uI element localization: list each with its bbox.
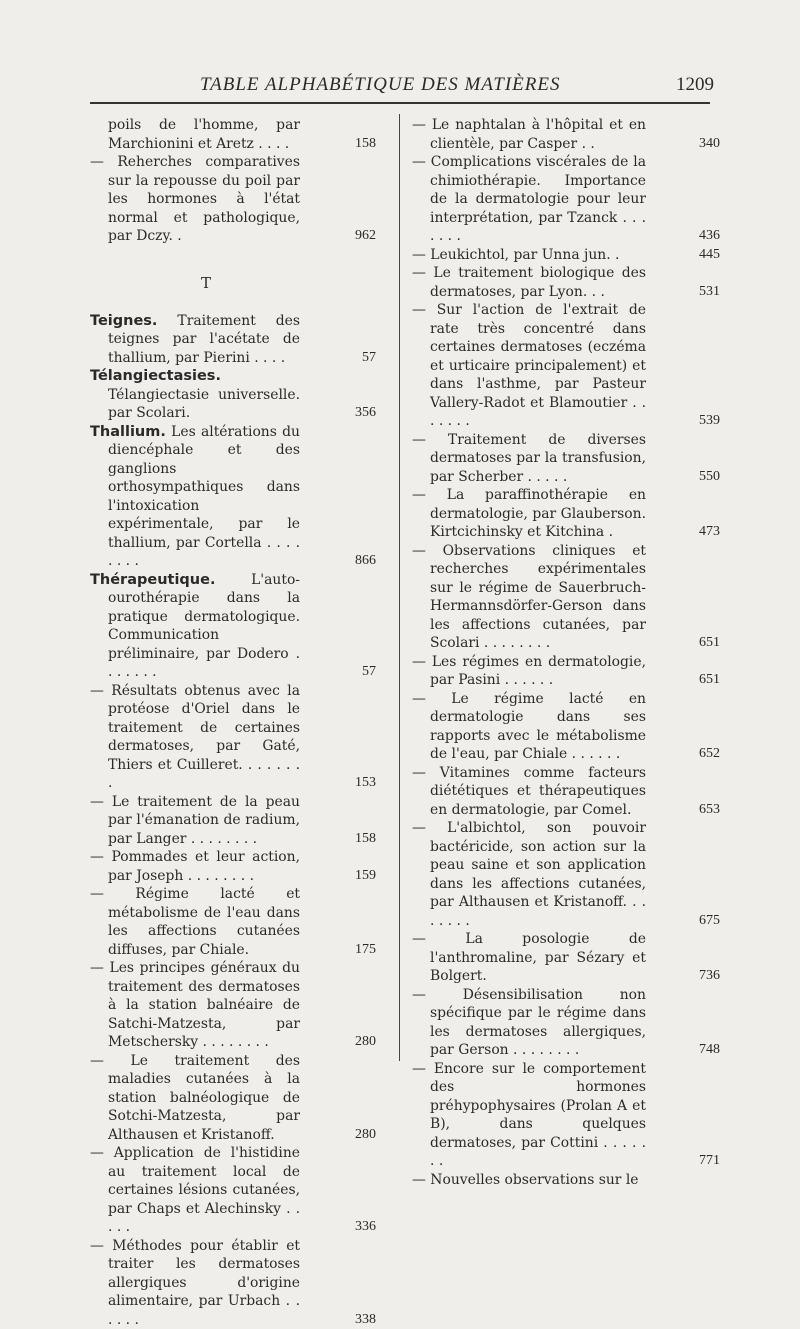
entry-page: 651	[699, 671, 720, 690]
index-entry	[412, 301, 708, 431]
page-number: 1209	[676, 74, 714, 96]
entry-text: — Observations cliniques et recherches expérimentales sur le régime de Sauerbruch-Hermannsdörfer-Gerson dans les affections cutanées, par Scolari . . . . . . . .	[412, 542, 708, 653]
entry-page: 550	[699, 468, 720, 487]
entry-page: 748	[699, 1041, 720, 1060]
index-entry	[90, 1237, 362, 1329]
entry-text: — Régime lacté et métabolisme de l'eau dans les affections cutanées diffuses, par Chiale.	[90, 885, 362, 959]
entry-text: Télangiectasie universelle. par Scolari.	[108, 387, 300, 422]
index-entry	[90, 367, 362, 423]
entry-page: 338	[355, 1311, 376, 1329]
index-entry	[90, 423, 362, 571]
entry-page: 866	[355, 552, 376, 571]
entry-page: 356	[355, 404, 376, 423]
entry-text: — Traitement de diverses dermatoses par la transfusion, par Scherber . . . . .	[412, 431, 708, 487]
entry-text: — Le régime lacté en dermatologie dans ses rapports avec le métabolisme de l'eau, par Chiale . . . . . .	[412, 690, 708, 764]
entry-page: 57	[362, 663, 376, 682]
entry-text: — Les principes généraux du traitement des dermatoses à la station balnéaire de Satchi-Matzesta, par Metschersky . . . . . . . .	[90, 959, 362, 1052]
left-column	[90, 116, 362, 1329]
header-rule	[90, 102, 710, 104]
entry-text: — Les régimes en dermatologie, par Pasini . . . . . .	[412, 653, 708, 690]
entry-text: — Reherches comparatives sur la repousse du poil par les hormones à l'état normal et pathologique, par Dczy. .	[90, 153, 362, 246]
index-entry	[90, 682, 362, 793]
entry-page: 436	[699, 227, 720, 246]
entry-page: 473	[699, 523, 720, 542]
entry-page: 159	[355, 867, 376, 886]
index-entry	[90, 571, 362, 682]
index-entry	[412, 819, 708, 930]
entry-keyword: Thérapeutique.	[90, 572, 215, 588]
entry-page: 445	[699, 246, 720, 265]
entry-page: 336	[355, 1218, 376, 1237]
index-entry	[90, 959, 362, 1052]
index-entry	[90, 312, 362, 368]
index-entry	[90, 793, 362, 849]
index-entry	[412, 542, 708, 653]
index-entry	[412, 116, 708, 153]
entry-text: — Le naphtalan à l'hôpital et en clientèle, par Casper . .	[412, 116, 708, 153]
index-entry	[90, 153, 362, 246]
entry-text: — Vitamines comme facteurs diététiques et thérapeutiques en dermatologie, par Comel.	[412, 764, 708, 820]
index-entry	[412, 1060, 708, 1171]
index-entry	[412, 1171, 708, 1190]
entry-text: — Le traitement biologique des dermatoses, par Lyon. . .	[412, 264, 708, 301]
running-header	[90, 70, 690, 100]
entry-text: — Nouvelles observations sur le	[412, 1171, 708, 1190]
index-entry	[412, 246, 708, 265]
entry-text: L'auto-ourothérapie dans la pratique dermatologique. Communication préliminaire, par Dodero . . . . . . .	[108, 572, 300, 681]
entry-page: 652	[699, 745, 720, 764]
entry-keyword: Teignes.	[90, 313, 157, 329]
index-entry	[90, 848, 362, 885]
entry-page: 653	[699, 801, 720, 820]
entry-text: — Complications viscérales de la chimiothérapie. Importance de la dermatologie pour leur interprétation, par Tzanck . . . . . . .	[412, 153, 708, 246]
entry-page: 539	[699, 412, 720, 431]
entry-keyword: Thallium.	[90, 424, 166, 440]
entry-page: 153	[355, 774, 376, 793]
running-title: TABLE ALPHABÉTIQUE DES MATIÈRES	[200, 74, 560, 96]
section-letter: T	[90, 274, 362, 292]
entry-text: — Le traitement de la peau par l'émanation de radium, par Langer . . . . . . . .	[90, 793, 362, 849]
entry-text: — Méthodes pour établir et traiter les dermatoses allergiques d'origine alimentaire, par Urbach . . . . . .	[90, 1237, 362, 1329]
entry-text: — Application de l'histidine au traitement local de certaines lésions cutanées, par Chaps et Alechinsky . . . . .	[90, 1144, 362, 1237]
entry-text: — Désensibilisation non spécifique par le régime dans les dermatoses allergiques, par Gerson . . . . . . . .	[412, 986, 708, 1060]
index-entry	[412, 486, 708, 542]
entry-text: — Le traitement des maladies cutanées à la station balnéologique de Sotchi-Matzesta, par Althausen et Kristanoff.	[90, 1052, 362, 1145]
entry-text: Traitement des teignes par l'acétate de thallium, par Pierini . . . .	[108, 313, 300, 366]
entry-page: 531	[699, 283, 720, 302]
entry-text: — Résultats obtenus avec la protéose d'Oriel dans le traitement de certaines dermatoses, par Gaté, Thiers et Cuilleret. . . . . . . .	[90, 682, 362, 793]
index-entry	[412, 264, 708, 301]
column-divider	[399, 114, 400, 1061]
index-entry	[412, 431, 708, 487]
index-entry	[412, 153, 708, 246]
index-entry	[90, 1052, 362, 1145]
entry-page: 651	[699, 634, 720, 653]
index-entry	[90, 1144, 362, 1237]
entry-page: 675	[699, 912, 720, 931]
entry-page: 280	[355, 1033, 376, 1052]
entry-text: — L'albichtol, son pouvoir bactéricide, son action sur la peau saine et son application dans les affections cutanées, par Althausen et Kristanoff. . . . . . . .	[412, 819, 708, 930]
entry-text: — Sur l'action de l'extrait de rate très concentré dans certaines dermatoses (eczéma et urticaire principalement) et dans l'asthme, par Pasteur Vallery-Radot et Blamoutier . . . . . . .	[412, 301, 708, 431]
entry-text: — Leukichtol, par Unna jun. .	[412, 246, 708, 265]
index-entry	[90, 885, 362, 959]
index-entry	[412, 930, 708, 986]
entry-page: 57	[362, 349, 376, 368]
entry-text: — Pommades et leur action, par Joseph . . . . . . . .	[90, 848, 362, 885]
index-entry	[90, 116, 362, 153]
right-column	[412, 116, 708, 1189]
entry-text: Les altérations du diencéphale et des ganglions orthosympathiques dans l'intoxication expérimentale, par le thallium, par Cortella . . . . . . . .	[108, 424, 300, 570]
entry-text: poils de l'homme, par Marchionini et Aretz . . . .	[90, 116, 362, 153]
index-entry	[412, 986, 708, 1060]
entry-text: — La posologie de l'anthromaline, par Sézary et Bolgert.	[412, 930, 708, 986]
entry-page: 280	[355, 1126, 376, 1145]
entry-text: — La paraffinothérapie en dermatologie, par Glauberson. Kirtcichinsky et Kitchina .	[412, 486, 708, 542]
entry-page: 175	[355, 941, 376, 960]
index-entry	[412, 764, 708, 820]
entry-page: 158	[355, 830, 376, 849]
entry-page: 771	[699, 1152, 720, 1171]
index-entry	[412, 653, 708, 690]
entry-keyword: Télangiectasies.	[90, 368, 221, 384]
entry-page: 736	[699, 967, 720, 986]
entry-page: 158	[355, 135, 376, 154]
entry-page: 340	[699, 135, 720, 154]
entry-page: 962	[355, 227, 376, 246]
entry-text: — Encore sur le comportement des hormones préhypophysaires (Prolan A et B), dans quelques dermatoses, par Cottini . . . . . . .	[412, 1060, 708, 1171]
index-entry	[412, 690, 708, 764]
